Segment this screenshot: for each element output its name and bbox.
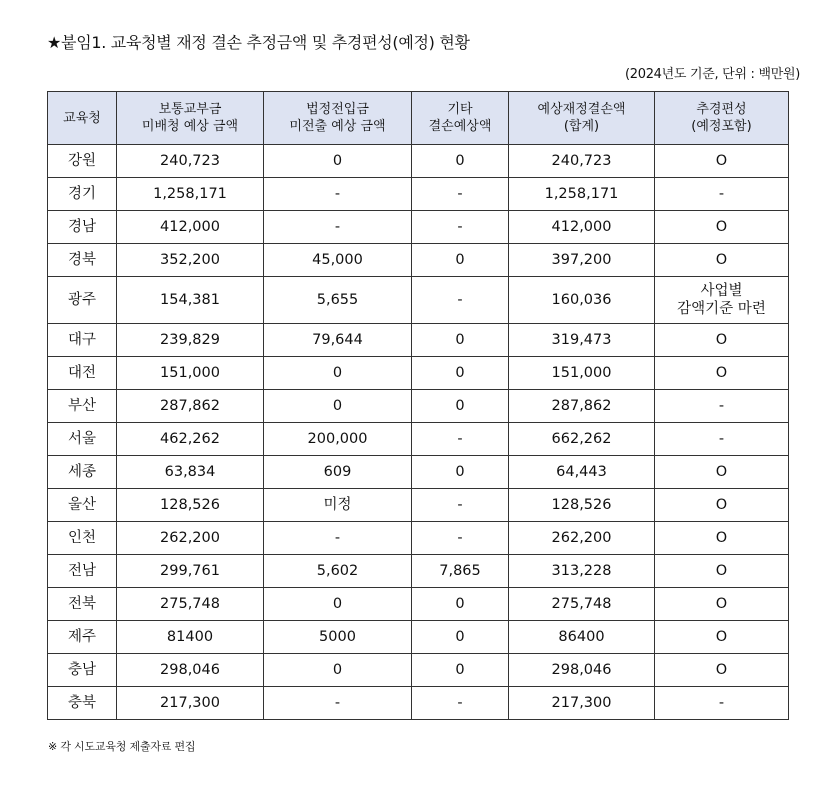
region-cell xyxy=(48,178,117,211)
value-cell xyxy=(655,277,789,324)
column-header-3 xyxy=(412,92,509,145)
cell-line: 인천 xyxy=(67,530,96,546)
value-cell xyxy=(264,211,412,244)
header-line: 법정전입금 xyxy=(306,102,369,117)
cell-line: - xyxy=(718,431,725,447)
unit-note: (2024년도 기준, 단위 : 백만원) xyxy=(625,67,800,82)
cell-line: - xyxy=(334,530,341,546)
cell-line: 0 xyxy=(332,662,343,678)
value-cell xyxy=(412,390,509,423)
value-cell xyxy=(509,390,655,423)
header-line: 보통교부금 xyxy=(158,102,222,117)
value-cell xyxy=(655,654,789,687)
header-line: (예정포함) xyxy=(691,119,752,134)
cell-line: 79,644 xyxy=(312,332,363,348)
value-cell xyxy=(117,687,264,720)
value-cell xyxy=(412,178,509,211)
cell-line: 대전 xyxy=(67,365,96,381)
cell-line: 울산 xyxy=(67,497,96,513)
cell-line: 662,262 xyxy=(551,431,612,447)
value-cell xyxy=(264,654,412,687)
cell-line: 287,862 xyxy=(551,398,612,414)
cell-line: 240,723 xyxy=(551,153,612,169)
value-cell xyxy=(655,244,789,277)
cell-line: 609 xyxy=(323,464,352,480)
value-cell xyxy=(655,621,789,654)
table-row xyxy=(48,145,789,178)
value-cell xyxy=(412,489,509,522)
table-row xyxy=(48,489,789,522)
cell-line: 217,300 xyxy=(551,695,612,711)
footnote: ※ 각 시도교육청 제출자료 편집 xyxy=(48,740,196,753)
value-cell xyxy=(264,489,412,522)
cell-line: 충북 xyxy=(67,695,96,711)
value-cell xyxy=(264,423,412,456)
column-header-0 xyxy=(48,92,117,145)
cell-line: - xyxy=(457,530,463,546)
value-cell xyxy=(412,522,509,555)
cell-line: 154,381 xyxy=(160,292,220,308)
value-cell xyxy=(264,621,412,654)
cell-line: O xyxy=(715,252,728,268)
table-row xyxy=(48,357,789,390)
cell-line: 제주 xyxy=(67,629,96,645)
header-row xyxy=(48,92,789,145)
value-cell xyxy=(509,244,655,277)
value-cell xyxy=(264,145,412,178)
cell-line: 0 xyxy=(455,629,465,645)
table-row xyxy=(48,277,789,324)
cell-line: 1,258,171 xyxy=(544,186,619,202)
cell-line: 0 xyxy=(455,596,465,612)
document-title: ★붙임1. 교육청별 재정 결손 추정금액 및 추경편성(예정) 현황 xyxy=(47,33,470,52)
header-line: 미전출 예상 금액 xyxy=(289,119,386,134)
cell-line: 미정 xyxy=(323,497,352,513)
column-header-1 xyxy=(117,92,264,145)
value-cell xyxy=(117,522,264,555)
value-cell xyxy=(264,390,412,423)
cell-line: 239,829 xyxy=(160,332,220,348)
cell-line: - xyxy=(718,695,725,711)
value-cell xyxy=(509,456,655,489)
value-cell xyxy=(509,324,655,357)
cell-line: 0 xyxy=(455,464,465,480)
cell-line: 광주 xyxy=(67,292,96,308)
cell-line: 5000 xyxy=(319,629,356,645)
cell-line: 217,300 xyxy=(160,695,220,711)
value-cell xyxy=(412,588,509,621)
value-cell xyxy=(117,277,264,324)
value-cell xyxy=(117,621,264,654)
table-body xyxy=(48,145,789,720)
cell-line: - xyxy=(334,186,341,202)
value-cell xyxy=(117,211,264,244)
table-row xyxy=(48,687,789,720)
cell-line: 세종 xyxy=(67,464,96,480)
value-cell xyxy=(117,654,264,687)
cell-line: - xyxy=(457,219,463,235)
region-cell xyxy=(48,277,117,324)
region-cell xyxy=(48,588,117,621)
cell-line: 감액기준 마련 xyxy=(677,301,766,317)
cell-line: 1,258,171 xyxy=(153,186,227,202)
value-cell xyxy=(509,555,655,588)
cell-line: 0 xyxy=(455,365,465,381)
table-row xyxy=(48,390,789,423)
cell-line: 63,834 xyxy=(164,464,216,480)
cell-line: 298,046 xyxy=(551,662,612,678)
cell-line: O xyxy=(715,662,728,678)
value-cell xyxy=(509,588,655,621)
value-cell xyxy=(117,357,264,390)
value-cell xyxy=(412,687,509,720)
table-header xyxy=(48,92,789,145)
cell-line: 287,862 xyxy=(160,398,220,414)
cell-line: - xyxy=(457,292,463,308)
region-cell xyxy=(48,145,117,178)
cell-line: 0 xyxy=(455,398,465,414)
cell-line: 275,748 xyxy=(551,596,612,612)
cell-line: - xyxy=(718,398,725,414)
cell-line: 서울 xyxy=(67,431,96,447)
region-cell xyxy=(48,423,117,456)
value-cell xyxy=(412,423,509,456)
value-cell xyxy=(412,621,509,654)
value-cell xyxy=(655,423,789,456)
table-row xyxy=(48,324,789,357)
header-line: 교육청 xyxy=(63,110,101,126)
cell-line: 부산 xyxy=(67,398,96,414)
value-cell xyxy=(655,522,789,555)
value-cell xyxy=(264,456,412,489)
cell-line: O xyxy=(715,153,728,169)
value-cell xyxy=(264,324,412,357)
value-cell xyxy=(117,145,264,178)
cell-line: 160,036 xyxy=(551,292,612,308)
region-cell xyxy=(48,687,117,720)
value-cell xyxy=(509,423,655,456)
cell-line: 경북 xyxy=(67,252,96,268)
header-line: 예상재정결손액 xyxy=(537,102,626,117)
value-cell xyxy=(117,178,264,211)
value-cell xyxy=(509,145,655,178)
value-cell xyxy=(117,390,264,423)
table-row xyxy=(48,456,789,489)
cell-line: O xyxy=(715,497,728,513)
cell-line: 412,000 xyxy=(160,219,220,235)
table-row xyxy=(48,522,789,555)
value-cell xyxy=(412,324,509,357)
region-cell xyxy=(48,324,117,357)
cell-line: 412,000 xyxy=(551,219,612,235)
cell-line: 0 xyxy=(455,153,465,169)
cell-line: - xyxy=(457,695,463,711)
value-cell xyxy=(264,277,412,324)
value-cell xyxy=(264,178,412,211)
cell-line: 전북 xyxy=(67,596,96,612)
cell-line: 사업별 xyxy=(700,283,743,299)
column-header-4 xyxy=(509,92,655,145)
cell-line: 262,200 xyxy=(551,530,612,546)
value-cell xyxy=(655,211,789,244)
value-cell xyxy=(412,145,509,178)
cell-line: 45,000 xyxy=(312,252,363,268)
value-cell xyxy=(655,456,789,489)
value-cell xyxy=(117,423,264,456)
value-cell xyxy=(509,277,655,324)
table-row xyxy=(48,588,789,621)
value-cell xyxy=(655,357,789,390)
cell-line: 전남 xyxy=(67,563,96,579)
value-cell xyxy=(264,687,412,720)
region-cell xyxy=(48,489,117,522)
cell-line: 5,602 xyxy=(316,563,359,579)
region-cell xyxy=(48,555,117,588)
cell-line: O xyxy=(715,464,728,480)
cell-line: O xyxy=(715,629,728,645)
value-cell xyxy=(655,390,789,423)
value-cell xyxy=(117,456,264,489)
table-row xyxy=(48,211,789,244)
cell-line: O xyxy=(715,596,728,612)
value-cell xyxy=(509,654,655,687)
value-cell xyxy=(509,357,655,390)
column-header-2 xyxy=(264,92,412,145)
cell-line: 경기 xyxy=(67,186,96,202)
cell-line: - xyxy=(457,186,463,202)
cell-line: 86400 xyxy=(558,629,605,645)
value-cell xyxy=(655,324,789,357)
value-cell xyxy=(509,687,655,720)
table-row xyxy=(48,555,789,588)
cell-line: O xyxy=(715,219,728,235)
cell-line: 397,200 xyxy=(551,252,612,268)
cell-line: 128,526 xyxy=(551,497,612,513)
cell-line: 0 xyxy=(332,596,343,612)
value-cell xyxy=(264,357,412,390)
cell-line: - xyxy=(457,431,463,447)
cell-line: 298,046 xyxy=(160,662,220,678)
region-cell xyxy=(48,390,117,423)
value-cell xyxy=(655,687,789,720)
cell-line: - xyxy=(334,219,341,235)
value-cell xyxy=(117,489,264,522)
value-cell xyxy=(655,555,789,588)
cell-line: 0 xyxy=(455,252,465,268)
cell-line: 강원 xyxy=(67,153,96,169)
region-cell xyxy=(48,244,117,277)
value-cell xyxy=(655,145,789,178)
deficit-table xyxy=(47,91,789,720)
value-cell xyxy=(655,588,789,621)
value-cell xyxy=(264,522,412,555)
cell-line: O xyxy=(715,332,728,348)
cell-line: - xyxy=(718,186,725,202)
value-cell xyxy=(509,522,655,555)
table-row xyxy=(48,621,789,654)
table-row xyxy=(48,244,789,277)
cell-line: 299,761 xyxy=(160,563,220,579)
header-line: 미배청 예상 금액 xyxy=(141,119,239,134)
cell-line: 151,000 xyxy=(551,365,612,381)
column-header-5 xyxy=(655,92,789,145)
cell-line: 대구 xyxy=(67,332,96,348)
header-line: 기타 xyxy=(447,102,473,117)
value-cell xyxy=(412,654,509,687)
value-cell xyxy=(412,277,509,324)
region-cell xyxy=(48,621,117,654)
value-cell xyxy=(655,178,789,211)
table-row xyxy=(48,178,789,211)
value-cell xyxy=(509,489,655,522)
cell-line: 81400 xyxy=(166,629,214,645)
cell-line: O xyxy=(715,365,728,381)
region-cell xyxy=(48,654,117,687)
region-cell xyxy=(48,357,117,390)
table-row xyxy=(48,654,789,687)
header-line: 추경편성 xyxy=(696,102,747,117)
cell-line: 0 xyxy=(332,398,343,414)
value-cell xyxy=(264,555,412,588)
cell-line: 경남 xyxy=(67,219,96,235)
cell-line: 5,655 xyxy=(316,292,359,308)
value-cell xyxy=(412,244,509,277)
cell-line: 319,473 xyxy=(551,332,612,348)
value-cell xyxy=(655,489,789,522)
value-cell xyxy=(117,588,264,621)
cell-line: - xyxy=(334,695,341,711)
cell-line: O xyxy=(715,563,728,579)
cell-line: 0 xyxy=(332,153,343,169)
cell-line: 0 xyxy=(455,332,465,348)
cell-line: 313,228 xyxy=(551,563,612,579)
cell-line: 0 xyxy=(455,662,465,678)
cell-line: 462,262 xyxy=(160,431,220,447)
header-line: 결손예상액 xyxy=(428,119,492,134)
table-row xyxy=(48,423,789,456)
value-cell xyxy=(509,621,655,654)
region-cell xyxy=(48,211,117,244)
value-cell xyxy=(412,555,509,588)
value-cell xyxy=(264,244,412,277)
value-cell xyxy=(412,456,509,489)
cell-line: 200,000 xyxy=(307,431,368,447)
region-cell xyxy=(48,456,117,489)
cell-line: 충남 xyxy=(67,662,96,678)
cell-line: - xyxy=(457,497,463,513)
cell-line: 128,526 xyxy=(160,497,220,513)
value-cell xyxy=(509,211,655,244)
value-cell xyxy=(412,357,509,390)
cell-line: 275,748 xyxy=(160,596,220,612)
value-cell xyxy=(509,178,655,211)
cell-line: 352,200 xyxy=(160,252,220,268)
value-cell xyxy=(117,555,264,588)
cell-line: O xyxy=(715,530,728,546)
value-cell xyxy=(264,588,412,621)
cell-line: 151,000 xyxy=(160,365,220,381)
value-cell xyxy=(412,211,509,244)
cell-line: 64,443 xyxy=(556,464,607,480)
cell-line: 0 xyxy=(332,365,343,381)
cell-line: 7,865 xyxy=(439,563,481,579)
value-cell xyxy=(117,244,264,277)
cell-line: 240,723 xyxy=(160,153,220,169)
header-line: (합계) xyxy=(563,119,600,134)
region-cell xyxy=(48,522,117,555)
value-cell xyxy=(117,324,264,357)
cell-line: 262,200 xyxy=(160,530,220,546)
